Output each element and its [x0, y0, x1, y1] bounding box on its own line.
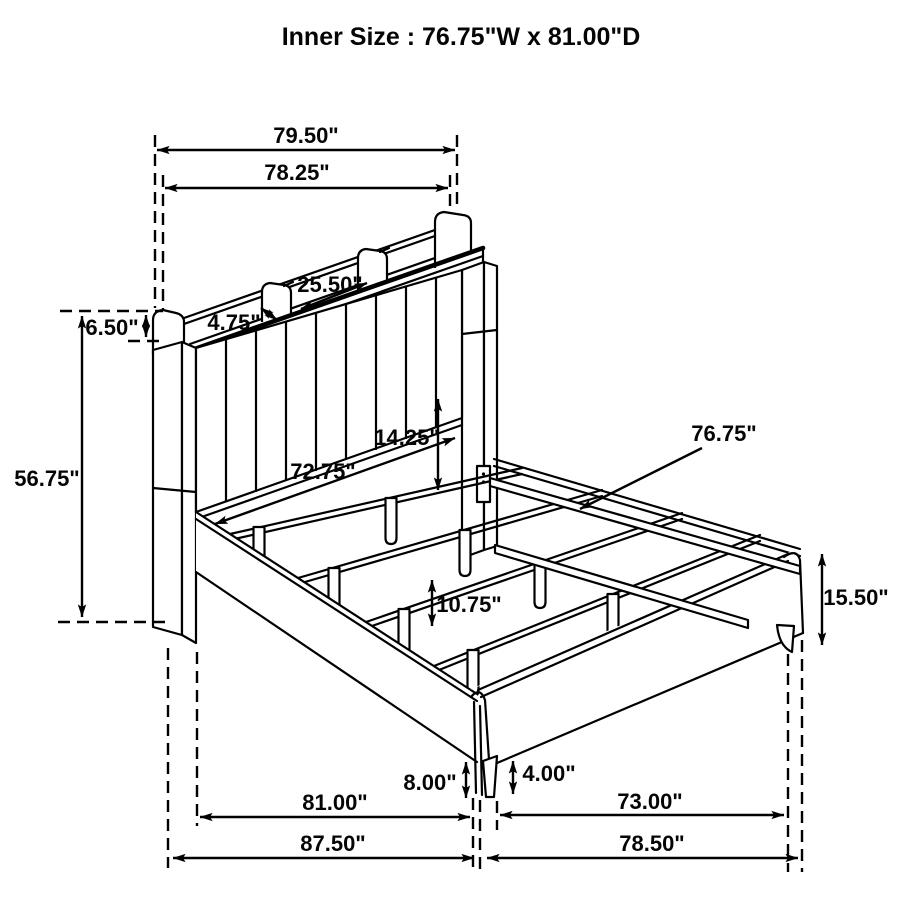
diagram-title: Inner Size : 76.75"W x 81.00"D — [281, 23, 641, 51]
dim-headboard-width: 78.25" — [264, 160, 330, 185]
dim-slat-height: 10.75" — [436, 592, 502, 617]
dim-leg-height: 4.00" — [522, 761, 576, 786]
slat-leg — [386, 498, 397, 544]
slat-leg — [535, 562, 546, 608]
dim-inner-width: 76.75" — [691, 421, 757, 446]
slat-leg — [460, 530, 471, 576]
dim-headboard-height: 56.75" — [14, 466, 80, 491]
footboard-front-leg — [483, 756, 497, 797]
dim-footboard-height: 15.50" — [823, 585, 889, 610]
dim-inner-depth: 81.00" — [302, 790, 368, 815]
dim-shelf-compartment-width: 25.50" — [297, 272, 363, 297]
dim-headboard-panel-height: 14.25" — [374, 425, 440, 450]
dim-overall-width: 79.50" — [273, 123, 339, 148]
dim-rail-depth: 78.50" — [619, 831, 685, 856]
near-side-rail — [196, 512, 487, 764]
headboard-left-leg — [153, 342, 196, 643]
dim-foot-section-depth: 73.00" — [617, 789, 683, 814]
footboard-far-leg — [777, 625, 794, 652]
dim-shelf-height: 6.50" — [85, 315, 139, 340]
headboard-right-leg — [462, 262, 497, 558]
dim-headboard-inner-width: 72.75" — [290, 459, 356, 484]
dim-rail-clearance: 8.00" — [403, 770, 457, 795]
dim-shelf-depth: 4.75" — [207, 310, 261, 335]
dim-overall-depth: 87.50" — [300, 831, 366, 856]
